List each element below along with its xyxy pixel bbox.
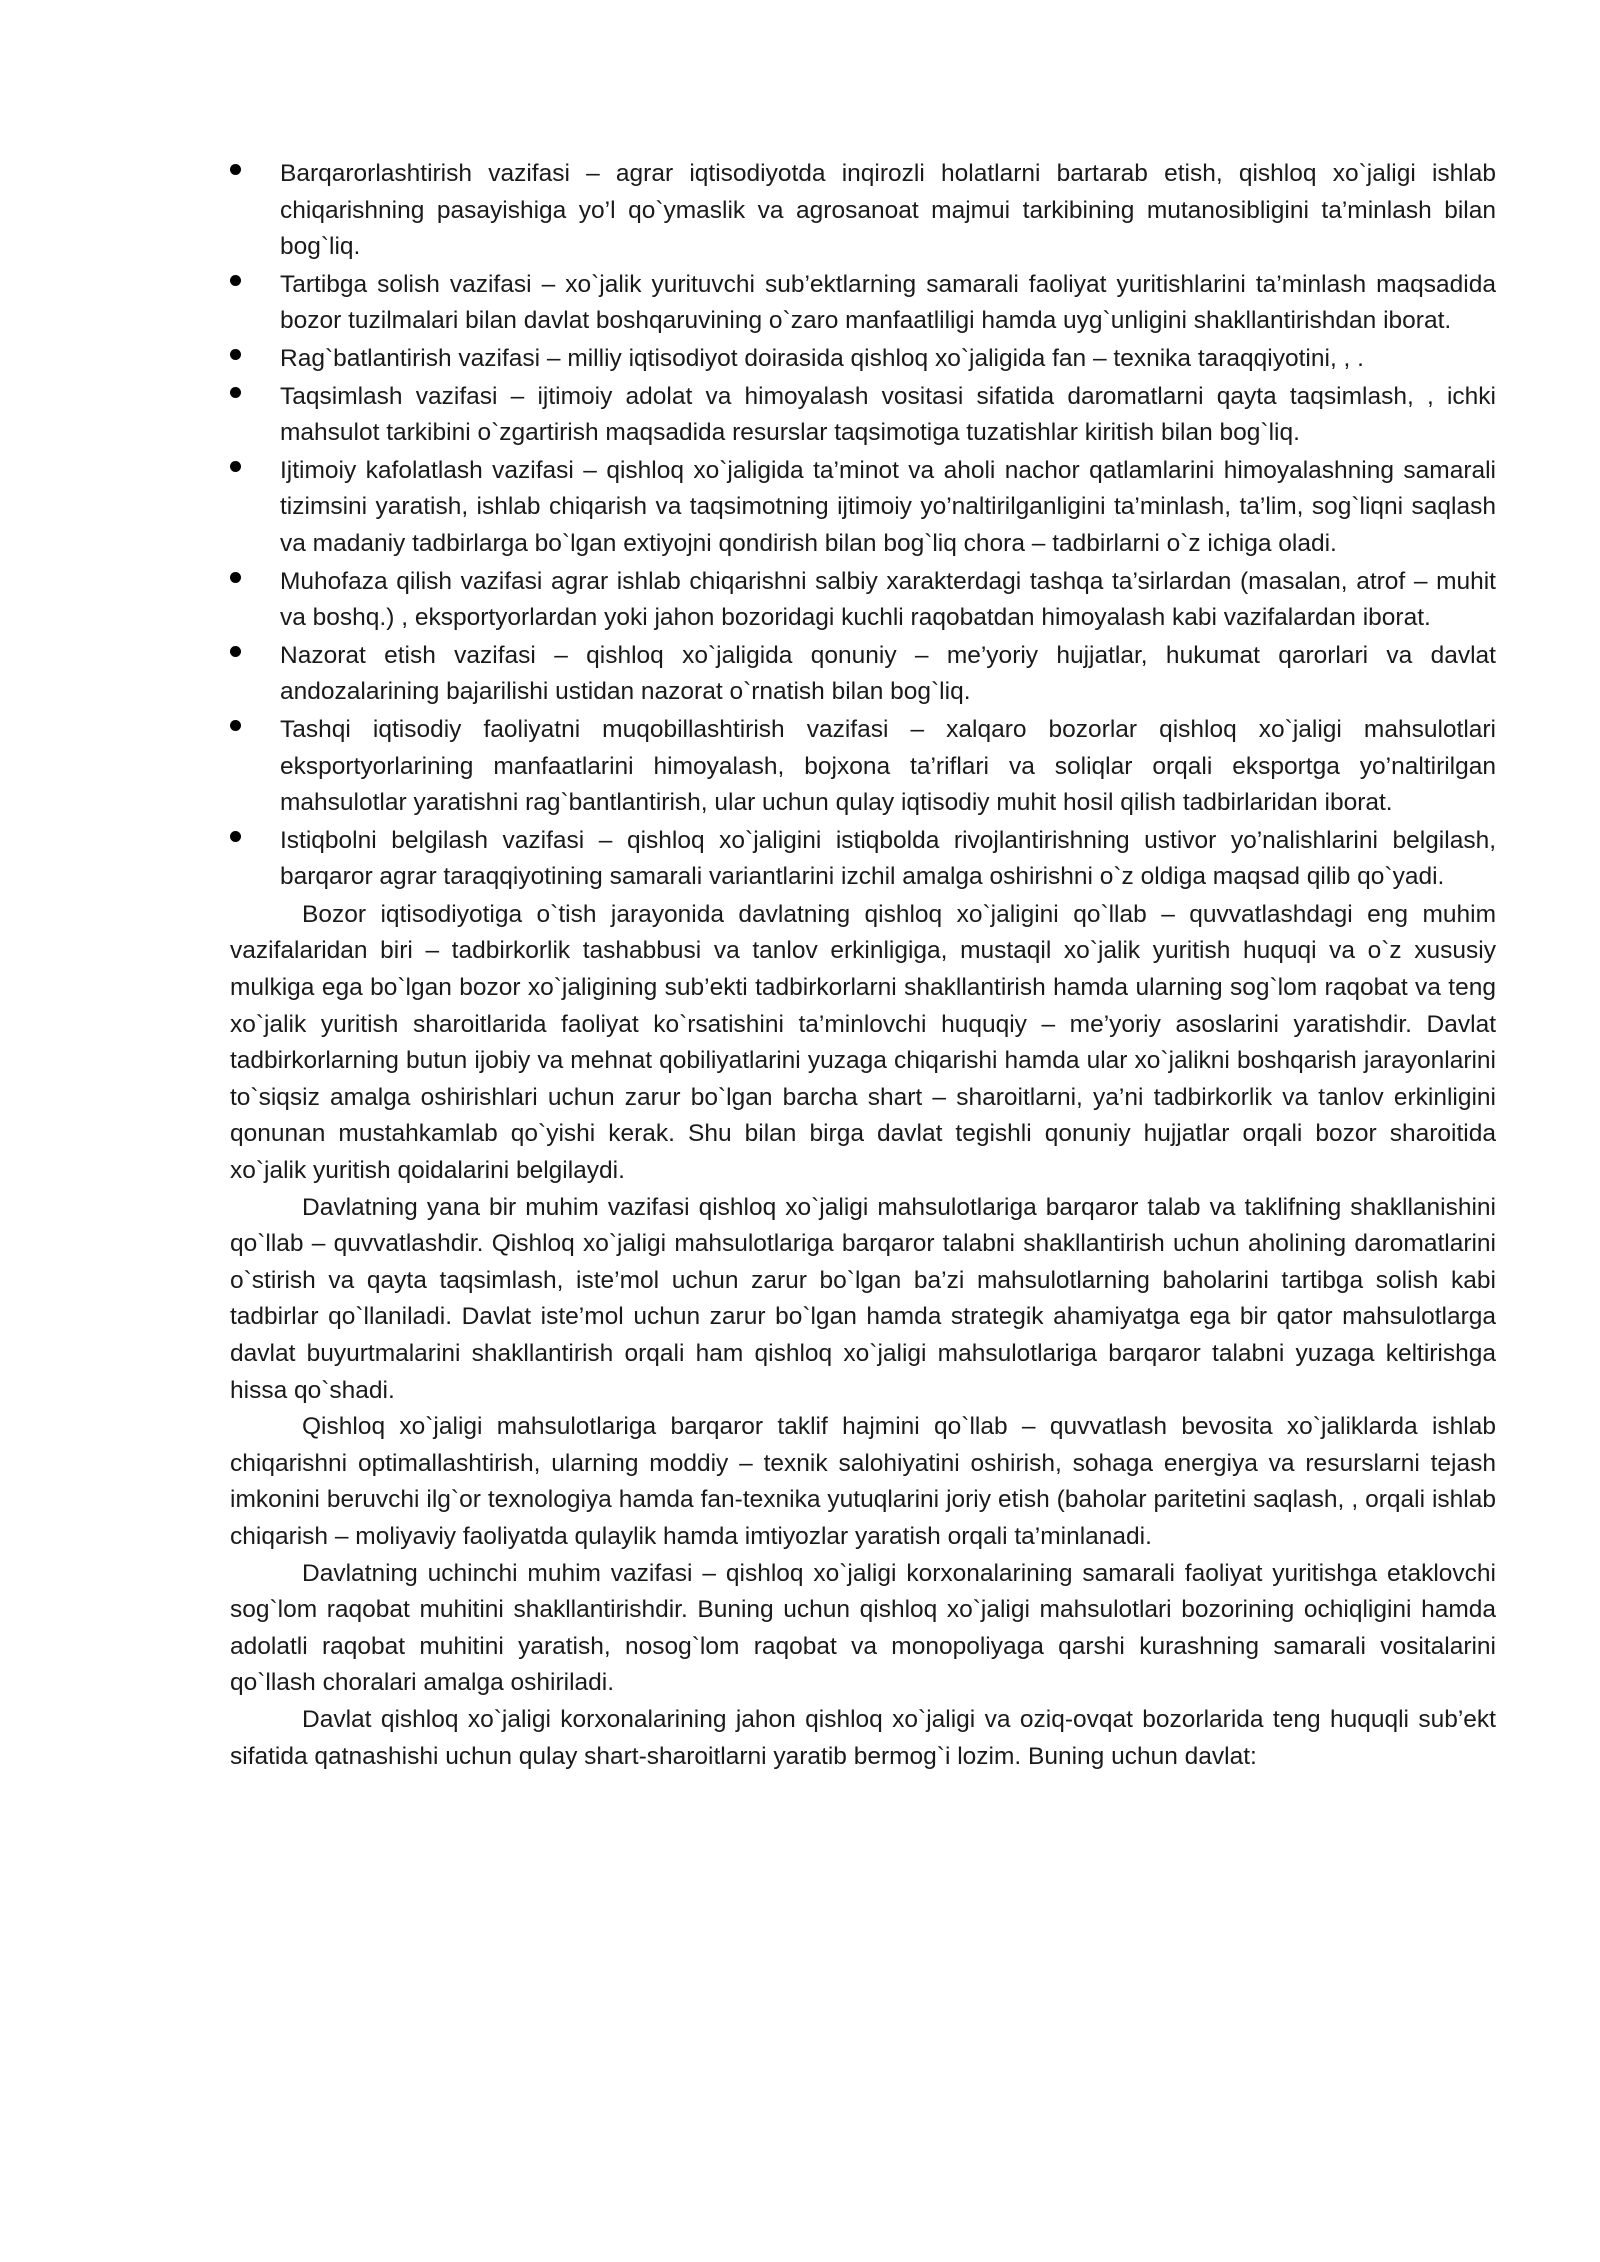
list-item <box>230 453 1496 563</box>
body-paragraph: Davlatning uchinchi muhim vazifasi – qishloq xo`jaligi korxonalarining samarali faoliyat yuritishga etaklovchi sog`lom raqobat muhitini shakllantirishdir. Buning uchun qishloq xo`jaligi mahsulotlari bozorining ochiqligini hamda adolatli raqobat muhitini yaratish, nosog`lom raqobat va monopoliyaga qarshi kurashning samarali vositalarini qo`llash choralari amalga oshiriladi. <box>230 1559 1496 1697</box>
list-item <box>230 267 1496 340</box>
list-item-text: Taqsimlash vazifasi – ijtimoiy adolat va himoyalash vositasi sifatida daromatlarni qayta taqsimlash, , ichki mahsulot tarkibini o`zgartirish maqsadida resurslar taqsimotiga tuzatishlar kiritish bilan bog`liq. <box>280 382 1496 447</box>
list-item <box>230 341 1496 378</box>
body-paragraph: Qishloq xo`jaligi mahsulotlariga barqaror taklif hajmini qo`llab – quvvatlash bevosita xo`jaliklarda ishlab chiqarishni optimallashtirish, ularning moddiy – texnik salohiyatini oshirish, sohaga energiya va resurslarni tejash imkonini beruvchi ilg`or texnologiya hamda fan-texnika yutuqlarini joriy etish (baholar paritetini saqlash, , orqali ishlab chiqarish – moliyaviy faoliyatda qulaylik hamda imtiyozlar yaratish orqali ta’minlanadi. <box>230 1413 1496 1550</box>
list-item <box>230 156 1496 266</box>
body-paragraph: Davlatning yana bir muhim vazifasi qishloq xo`jaligi mahsulotlariga barqaror talab va taklifning shakllanishini qo`llab – quvvatlashdir. Qishloq xo`jaligi mahsulotlariga barqaror talabni shakllantirish uchun aholining daromatlarini o`stirish va qayta taqsimlash, iste’mol uchun zarur bo`lgan ba’zi mahsulotlarning baholarini tartibga solish kabi tadbirlar qo`llaniladi. Davlat iste’mol uchun zarur bo`lgan hamda strategik ahamiyatga ega bir qator mahsulotlarga davlat buyurtmalarini shakllantirish orqali ham qishloq xo`jaligi mahsulotlariga barqaror talabni yuzaga keltirishga hissa qo`shadi. <box>230 1193 1496 1404</box>
bullet-icon <box>230 275 241 286</box>
list-item-text: Tartibga solish vazifasi – xo`jalik yurituvchi sub’ektlarning samarali faoliyat yuritishlarini ta’minlash maqsadida bozor tuzilmalari bilan davlat boshqaruvining o`zaro manfaatliligi hamda uyg`unligini shakllantirishdan iborat. <box>280 270 1496 335</box>
list-item-text: Nazorat etish vazifasi – qishloq xo`jaligida qonuniy – me’yoriy hujjatlar, hukumat qarorlari va davlat andozalarining bajarilishi ustidan nazorat o`rnatish bilan bog`liq. <box>280 641 1496 706</box>
bullet-icon <box>230 349 241 360</box>
list-item <box>230 823 1496 896</box>
list-item-text: Rag`batlantirish vazifasi – milliy iqtisodiyot doirasida qishloq xo`jaligida fan – texnika taraqqiyotini, , . <box>280 344 1364 372</box>
bullet-icon <box>230 646 241 657</box>
body-paragraph: Bozor iqtisodiyotiga o`tish jarayonida davlatning qishloq xo`jaligini qo`llab – quvvatlashdagi eng muhim vazifalaridan biri – tadbirkorlik tashabbusi va tanlov erkinligiga, mustaqil xo`jalik yuritish huquqi va o`z xususiy mulkiga ega bo`lgan bozor xo`jaligining sub’ekti tadbirkorlarni shakllantirish hamda ularning sog`lom raqobat va teng xo`jalik yuritish sharoitlarida faoliyat ko`rsatishini ta’minlovchi huquqiy – me’yoriy asoslarini yaratishdir. Davlat tadbirkorlarning butun ijobiy va mehnat qobiliyatlarini yuzaga chiqarishi hamda ular xo`jalikni boshqarish jarayonlarini to`siqsiz amalga oshirishlari uchun zarur bo`lgan barcha shart – sharoitlarni, ya’ni tadbirkorlik va tanlov erkinligini qonunan mustahkamlab qo`yishi kerak. Shu bilan birga davlat tegishli qonuniy hujjatlar orqali bozor sharoitida xo`jalik yuritish qoidalarini belgilaydi. <box>230 900 1496 1185</box>
functions-list <box>230 156 1496 896</box>
list-item-text: Tashqi iqtisodiy faoliyatni muqobillashtirish vazifasi – xalqaro bozorlar qishloq xo`jaligi mahsulotlari eksportyorlarining manfaatlarini himoyalash, bojxona ta’riflari va soliqlar orqali eksportga yo’naltirilgan mahsulotlar yaratishni rag`bantlantirish, ular uchun qulay iqtisodiy muhit hosil qilish tadbirlaridan iborat. <box>280 715 1496 817</box>
list-item-text: Muhofaza qilish vazifasi agrar ishlab chiqarishni salbiy xarakterdagi tashqa ta’sirlardan (masalan, atrof – muhit va boshq.) , eksportyorlardan yoki jahon bozoridagi kuchli raqobatdan himoyalash kabi vazifalardan iborat. <box>280 567 1496 632</box>
body-paragraph: Davlat qishloq xo`jaligi korxonalarining jahon qishloq xo`jaligi va oziq-ovqat bozorlarida teng huquqli sub’ekt sifatida qatnashishi uchun qulay shart-sharoitlarni yaratib bermog`i lozim. Buning uchun davlat: <box>230 1705 1496 1770</box>
list-item-text: Istiqbolni belgilash vazifasi – qishloq xo`jaligini istiqbolda rivojlantirishning ustivor yo’nalishlarini belgilash, barqaror agrar taraqqiyotining samarali variantlarini izchil amalga oshirishni o`z oldiga maqsad qilib qo`yadi. <box>280 826 1496 891</box>
list-item <box>230 712 1496 822</box>
bullet-icon <box>230 720 241 731</box>
list-item <box>230 379 1496 452</box>
bullet-icon <box>230 387 241 398</box>
bullet-icon <box>230 831 241 842</box>
list-item <box>230 564 1496 637</box>
bullet-icon <box>230 164 241 175</box>
bullet-icon <box>230 461 241 472</box>
list-item-text: Ijtimoiy kafolatlash vazifasi – qishloq xo`jaligida ta’minot va aholi nachor qatlamlarini himoyalashning samarali tizimsini yaratish, ishlab chiqarish va taqsimotning ijtimoiy yo’naltirilganligini ta’minlash, ta’lim, sog`liqni saqlash va madaniy tadbirlarga bo`lgan extiyojni qondirish bilan bog`liq chora – tadbirlarni o`z ichiga oladi. <box>280 456 1496 557</box>
list-item-text: Barqarorlashtirish vazifasi – agrar iqtisodiyotda inqirozli holatlarni bartarab etish, qishloq xo`jaligi ishlab chiqarishning pasayishiga yo’l qo`ymaslik va agrosanoat majmui tarkibining mutanosibligini ta’minlash bilan bog`liq. <box>280 160 1496 261</box>
document-page <box>230 156 1496 1775</box>
bullet-icon <box>230 572 241 583</box>
list-item <box>230 638 1496 711</box>
